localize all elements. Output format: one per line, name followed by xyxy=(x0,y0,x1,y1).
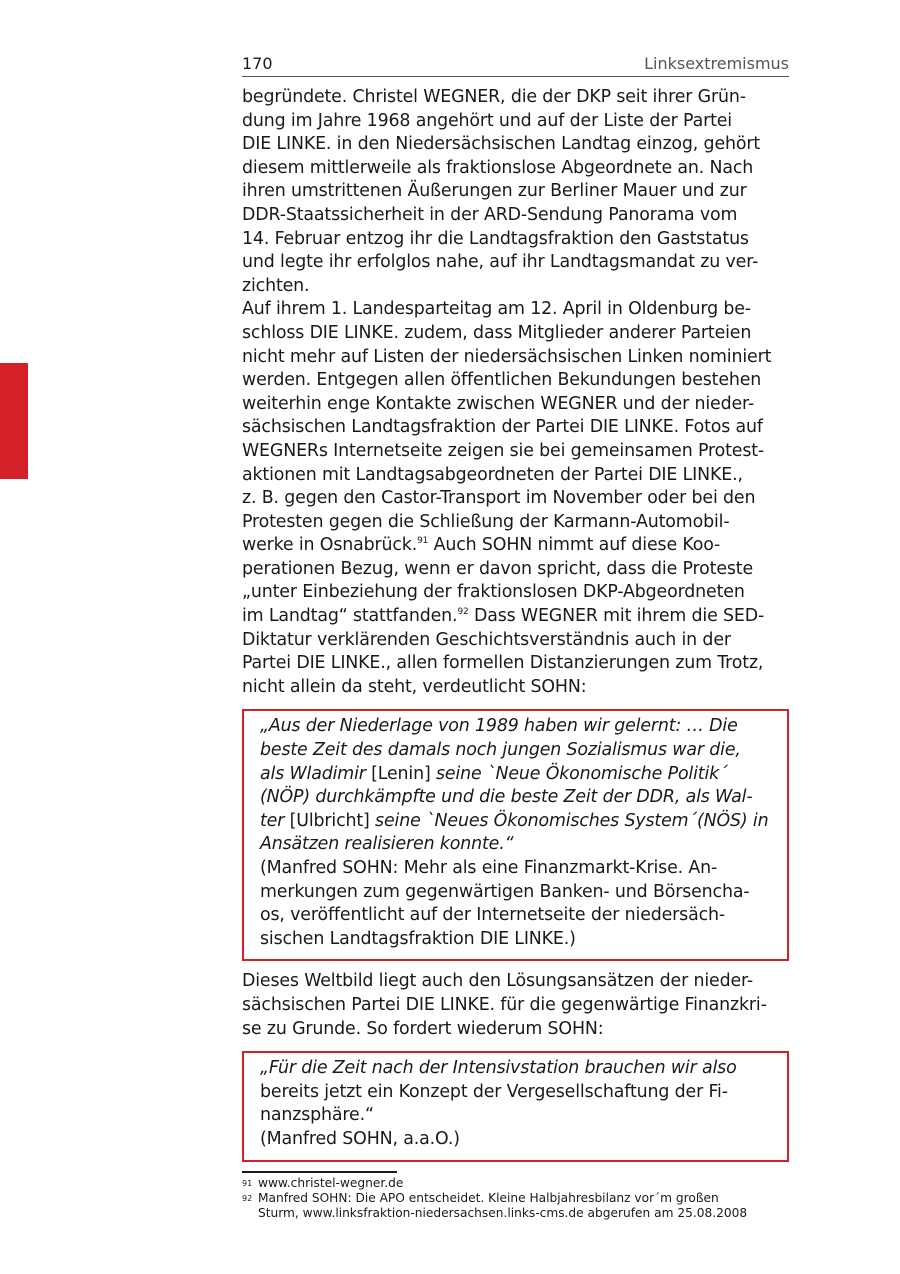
paragraph-1: begründete. Christel WEGNER, die der DKP seit ihrer Grün- dung im Jahre 1968 angehört und auf der Liste der Partei DIE LINKE. in den Niedersächsischen Landtag einzog, gehört diesem mittlerweile als fraktionslose Abgeordnete an. Nach ihren umstrittenen Äußerungen zur Berliner Mauer und zur DDR-Staatssicherheit in der ARD-Sendung Panorama vom 14. Februar entzog ihr die Landtagsfraktion den Gaststatus und legte ihr erfolglos nahe, auf ihr Landtagsmandat zu ver- zichten. xyxy=(242,87,761,296)
paragraph-3: Dieses Weltbild liegt auch den Lösungsansätzen der nieder- sächsischen Partei DIE LINKE. für die gegenwärtige Finanzkri- se zu Grunde. So fordert wiederum SOHN: xyxy=(242,971,767,1039)
quote-1-italic-3: seine `Neues Ökonomisches System´(NÖS) in Ansätzen realisieren konnte.“ xyxy=(260,810,769,855)
quote-2-italic-1: „Für die Zeit nach der Intensivstation brauchen wir also xyxy=(260,1058,737,1079)
quote-2-text xyxy=(260,1057,773,1128)
quote-1-text xyxy=(260,715,773,857)
page-header xyxy=(242,52,789,77)
footnote-ref-91: 91 xyxy=(417,536,429,547)
paragraph-2-part-1: Auf ihrem 1. Landesparteitag am 12. April in Oldenburg be- schloss DIE LINKE. zudem, dass Mitglieder anderer Parteien nicht mehr auf Listen der niedersächsischen Linken nominiert werden. Entgegen allen öffentlichen Bekundungen bestehen weiterhin enge Kontakte zwischen WEGNER und der nieder- sächsischen Landtagsfraktion der Partei DIE LINKE. Fotos auf WEGNERs Internetseite zeigen sie bei gemeinsamen Protest- aktionen mit Landtagsabgeordneten der Partei DIE LINKE., z. B. gegen den Castor-Transport im November oder bei den Protesten gegen die Schließung der Karmann-Automobil- werke in Osnabrück. xyxy=(242,299,772,556)
footnote-92 xyxy=(242,1191,789,1221)
paragraph-2 xyxy=(242,298,789,699)
footnote-text: Manfred SOHN: Die APO entscheidet. Kleine Halbjahresbilanz vor´m großen Sturm, www.linksfraktion-niedersachsen.links-cms.de abgerufen am 25.08.2008 xyxy=(258,1190,748,1220)
running-section-title: Linksextremismus xyxy=(644,54,789,73)
footnote-number: 91 xyxy=(242,1178,253,1188)
body-text xyxy=(242,86,789,699)
quote-1-italic-1: „Aus der Niederlage von 1989 haben wir gelernt: … Die beste Zeit des damals noch jungen Sozialismus war die, als Wladimir xyxy=(260,716,741,784)
footnote-number: 92 xyxy=(242,1193,253,1203)
paragraph-2-part-2: Auch SOHN nimmt auf diese Koo- perationen Bezug, wenn er davon spricht, dass die Proteste „unter Einbeziehung der fraktionslosen DKP-Abgeordneten im Landtag“ stattfanden. xyxy=(242,535,753,627)
quote-1-italic-2: seine `Neue Ökonomische Politik´ (NÖP) durchkämpfte und die beste Zeit der DDR, als Wal- ter xyxy=(260,763,753,831)
quote-2-plain-1: bereits jetzt ein Konzept der Vergesellschaftung der Fi- nanzsphäre.“ xyxy=(260,1081,728,1126)
quote-1-source: (Manfred SOHN: Mehr als eine Finanzmarkt-Krise. An- merkungen zum gegenwärtigen Banken- und Börsencha- os, veröffentlicht auf der Internetseite der niedersäch- sischen Landtagsfraktion DIE LINKE.) xyxy=(260,858,750,949)
paragraph-2-part-3: Dass WEGNER mit ihrem die SED- Diktatur verklärenden Geschichtsverständnis auch in der Partei DIE LINKE., allen formellen Distanzierungen zum Trotz, nicht allein da steht, verdeutlicht SOHN: xyxy=(242,606,765,697)
footnote-divider xyxy=(242,1171,397,1173)
page-number: 170 xyxy=(242,54,273,73)
footnotes xyxy=(242,1176,789,1221)
footnote-link[interactable]: www.christel-wegner.de xyxy=(258,1175,404,1190)
quote-1-insert-1: [Lenin] xyxy=(371,763,431,784)
footnote-91 xyxy=(242,1176,789,1191)
chapter-tab-marker xyxy=(0,363,28,479)
quote-1-insert-2: [Ulbricht] xyxy=(289,810,370,831)
footnote-ref-92: 92 xyxy=(457,607,469,618)
quote-box-2 xyxy=(242,1051,789,1161)
page-content xyxy=(242,86,789,1221)
quote-2-source: (Manfred SOHN, a.a.O.) xyxy=(260,1128,460,1149)
body-text-2 xyxy=(242,970,789,1041)
quote-box-1 xyxy=(242,709,789,961)
